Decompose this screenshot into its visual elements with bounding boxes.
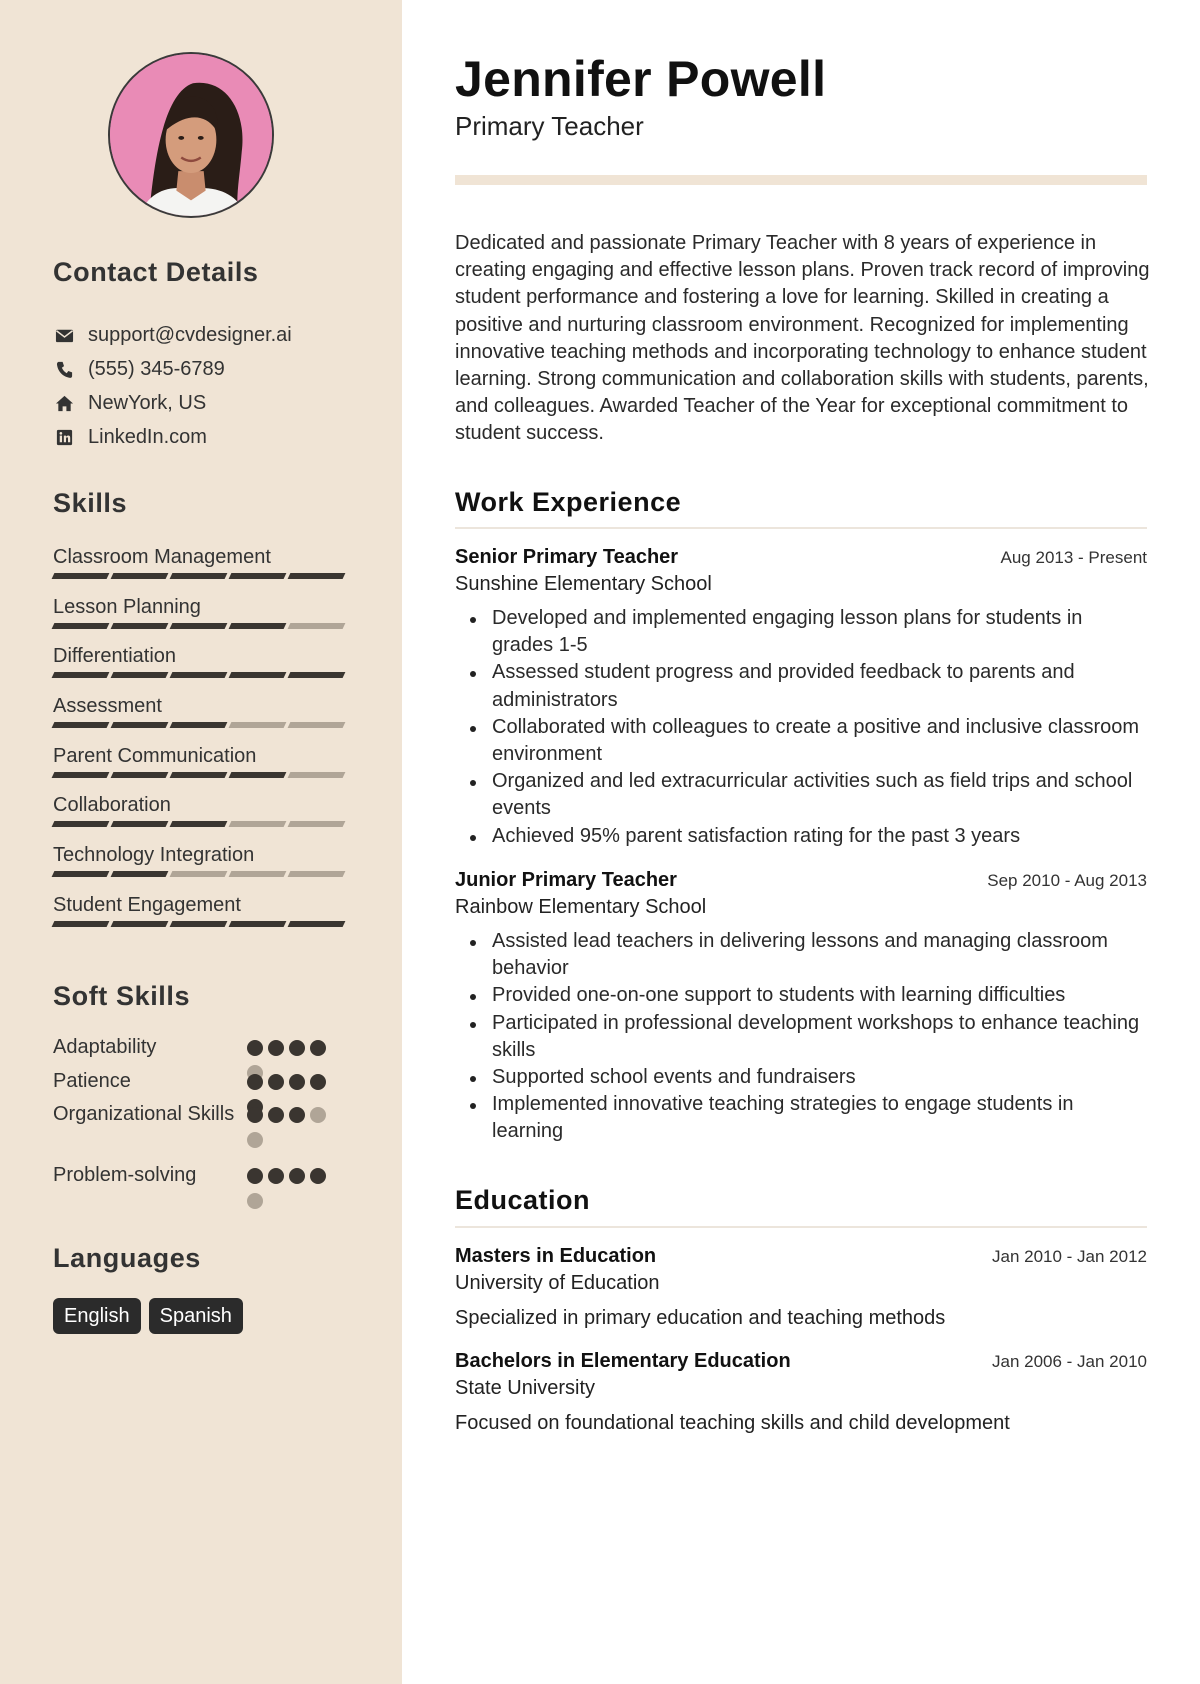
profile-summary: Dedicated and passionate Primary Teacher with 8 years of experience in creating engaging and effective lesson plans. Proven track record of improving student performance and fostering a love for learning. Skilled in creating a positive and nurturing classroom environment. Recognized for implementing innovative teaching methods and incorporating technology to enhance student learning. Strong communication and collaboration skills with students, parents, and colleagues. Awarded Teacher of the Year for exceptional commitment to student success. xyxy=(455,232,1150,445)
job-bullet: Organized and led extracurricular activities such as field trips and school events xyxy=(455,768,1147,822)
skill-level-segment xyxy=(288,772,346,778)
job-bullet: Assessed student progress and provided feedback to parents and administrators xyxy=(455,659,1147,713)
rating-dot xyxy=(247,1132,263,1148)
skill-item xyxy=(53,744,353,794)
job-bullet: Assisted lead teachers in delivering lessons and managing classroom behavior xyxy=(455,928,1147,982)
job-employer: Rainbow Elementary School xyxy=(455,896,707,918)
rating-dot xyxy=(289,1074,305,1090)
soft-skill-item xyxy=(53,1068,353,1101)
rating-dot xyxy=(247,1074,263,1090)
contact-location xyxy=(53,386,373,420)
contact-phone[interactable] xyxy=(53,352,373,386)
profile-photo xyxy=(108,52,274,218)
job-bullets xyxy=(455,605,1147,850)
candidate-role: Primary Teacher xyxy=(455,111,644,141)
skill-level-segment xyxy=(229,821,287,827)
skill-level-bar xyxy=(53,672,353,680)
contact-heading: Contact Details xyxy=(53,257,259,287)
skill-level-segment xyxy=(52,821,110,827)
skill-level-segment xyxy=(288,573,346,579)
skill-level-segment xyxy=(52,623,110,629)
job-date: Sep 2010 - Aug 2013 xyxy=(987,871,1147,890)
job-entry xyxy=(455,546,1147,850)
skill-name: Classroom Management xyxy=(53,546,271,568)
skill-level-bar xyxy=(53,772,353,780)
education-description: Focused on foundational teaching skills and child development xyxy=(455,1412,1010,1434)
skill-level-segment xyxy=(52,871,110,877)
job-bullet: Supported school events and fundraisers xyxy=(455,1064,1147,1091)
skill-level-segment xyxy=(288,722,346,728)
skill-item xyxy=(53,644,353,694)
contact-list xyxy=(53,318,373,454)
skill-level-segment xyxy=(288,921,346,927)
skill-item xyxy=(53,545,353,595)
school-name: State University xyxy=(455,1377,596,1399)
language-chip: English xyxy=(53,1298,141,1334)
job-entry xyxy=(455,869,1147,1146)
contact-phone-text: (555) 345-6789 xyxy=(88,357,225,380)
skill-level-segment xyxy=(229,871,287,877)
section-divider xyxy=(455,527,1147,529)
skill-level-segment xyxy=(170,722,228,728)
skill-level-bar xyxy=(53,722,353,730)
skill-level-segment xyxy=(111,921,169,927)
skill-item xyxy=(53,843,353,893)
skill-level-segment xyxy=(170,821,228,827)
envelope-icon xyxy=(53,325,75,345)
degree-title: Masters in Education xyxy=(455,1245,657,1267)
contact-linkedin[interactable] xyxy=(53,420,373,454)
skill-level-segment xyxy=(170,573,228,579)
skill-level-segment xyxy=(111,573,169,579)
skill-level-segment xyxy=(111,672,169,678)
job-bullet: Achieved 95% parent satisfaction rating for the past 3 years xyxy=(455,823,1147,850)
skill-level-segment xyxy=(52,921,110,927)
skill-name: Lesson Planning xyxy=(53,595,201,618)
skill-item xyxy=(53,694,353,744)
skill-level-bar xyxy=(53,921,353,929)
skill-level-segment xyxy=(111,722,169,728)
skill-level-segment xyxy=(52,672,110,678)
soft-skill-name: Patience xyxy=(53,1070,131,1092)
contact-location-text: NewYork, US xyxy=(88,391,207,414)
skill-name: Assessment xyxy=(53,695,162,718)
soft-skill-item xyxy=(53,1034,353,1068)
header-divider xyxy=(455,175,1147,185)
skill-level-segment xyxy=(229,623,287,629)
skill-name: Student Engagement xyxy=(53,893,241,916)
skill-level-segment xyxy=(111,871,169,877)
skill-name: Parent Communication xyxy=(53,744,257,767)
skills-list xyxy=(53,545,353,943)
job-bullet: Participated in professional development workshops to enhance teaching skills xyxy=(455,1010,1147,1064)
skill-level-segment xyxy=(229,921,287,927)
skill-level-segment xyxy=(111,821,169,827)
skill-level-bar xyxy=(53,573,353,581)
job-title: Senior Primary Teacher xyxy=(455,546,679,568)
skill-level-segment xyxy=(170,672,228,678)
language-chip: Spanish xyxy=(149,1298,243,1334)
rating-dot xyxy=(268,1074,284,1090)
contact-email-text: support@cvdesigner.ai xyxy=(88,323,292,346)
school-name: University of Education xyxy=(455,1272,660,1294)
rating-dot xyxy=(289,1107,305,1123)
education-entry xyxy=(455,1245,1147,1330)
job-bullet: Developed and implemented engaging lesson plans for students in grades 1-5 xyxy=(455,605,1147,659)
soft-skill-rating xyxy=(247,1101,337,1157)
skill-name: Technology Integration xyxy=(53,844,255,867)
job-date: Aug 2013 - Present xyxy=(1000,548,1147,567)
phone-icon xyxy=(53,359,75,379)
skill-item xyxy=(53,893,353,943)
skill-level-bar xyxy=(53,871,353,879)
rating-dot xyxy=(247,1107,263,1123)
languages-list xyxy=(53,1298,251,1334)
skill-level-segment xyxy=(170,623,228,629)
degree-title: Bachelors in Elementary Education xyxy=(455,1350,791,1372)
skill-level-segment xyxy=(111,772,169,778)
home-icon xyxy=(53,393,75,413)
skill-level-segment xyxy=(288,871,346,877)
skill-level-segment xyxy=(170,921,228,927)
skill-level-segment xyxy=(288,672,346,678)
skill-level-bar xyxy=(53,623,353,631)
rating-dot xyxy=(268,1168,284,1184)
job-bullet: Collaborated with colleagues to create a positive and inclusive classroom environment xyxy=(455,714,1147,768)
rating-dot xyxy=(247,1040,263,1056)
contact-email[interactable] xyxy=(53,318,373,352)
rating-dot xyxy=(247,1168,263,1184)
candidate-name: Jennifer Powell xyxy=(455,51,827,107)
sidebar xyxy=(0,0,402,1684)
skill-level-segment xyxy=(229,772,287,778)
soft-skill-item xyxy=(53,1101,353,1162)
rating-dot xyxy=(310,1107,326,1123)
soft-skill-name: Adaptability xyxy=(53,1036,157,1058)
education-date: Jan 2006 - Jan 2010 xyxy=(991,1352,1147,1371)
skills-heading: Skills xyxy=(53,488,128,518)
skill-name: Collaboration xyxy=(53,794,171,817)
skill-level-segment xyxy=(111,623,169,629)
rating-dot xyxy=(268,1107,284,1123)
rating-dot xyxy=(310,1168,326,1184)
soft-skills-list xyxy=(53,1034,353,1202)
skill-level-segment xyxy=(229,672,287,678)
rating-dot xyxy=(268,1040,284,1056)
rating-dot xyxy=(310,1040,326,1056)
rating-dot xyxy=(289,1040,305,1056)
education-description: Specialized in primary education and teaching methods xyxy=(455,1307,946,1329)
languages-heading: Languages xyxy=(53,1243,201,1273)
skill-level-segment xyxy=(229,573,287,579)
job-bullet: Implemented innovative teaching strategies to engage students in learning xyxy=(455,1091,1147,1145)
portrait-image xyxy=(110,54,272,216)
job-bullet: Provided one-on-one support to students with learning difficulties xyxy=(455,982,1147,1009)
work-experience-heading: Work Experience xyxy=(455,487,682,517)
skill-level-segment xyxy=(52,573,110,579)
skill-level-segment xyxy=(170,871,228,877)
linkedin-icon xyxy=(53,427,75,447)
job-title: Junior Primary Teacher xyxy=(455,869,677,891)
education-heading: Education xyxy=(455,1185,591,1215)
soft-skills-heading: Soft Skills xyxy=(53,981,191,1011)
rating-dot xyxy=(289,1168,305,1184)
soft-skill-rating xyxy=(247,1162,337,1218)
education-entry xyxy=(455,1350,1147,1435)
job-employer: Sunshine Elementary School xyxy=(455,573,712,595)
skill-level-segment xyxy=(288,821,346,827)
soft-skill-item xyxy=(53,1162,353,1202)
skill-level-segment xyxy=(52,772,110,778)
soft-skill-name: Problem-solving xyxy=(53,1164,197,1186)
skill-item xyxy=(53,793,353,843)
soft-skill-name: Organizational Skills xyxy=(53,1103,235,1125)
contact-linkedin-text: LinkedIn.com xyxy=(88,425,207,448)
skill-level-bar xyxy=(53,821,353,829)
skill-level-segment xyxy=(170,772,228,778)
skill-level-segment xyxy=(52,722,110,728)
skill-item xyxy=(53,595,353,645)
skill-level-segment xyxy=(229,722,287,728)
rating-dot xyxy=(247,1193,263,1209)
rating-dot xyxy=(310,1074,326,1090)
job-bullets xyxy=(455,928,1147,1146)
section-divider xyxy=(455,1226,1147,1228)
education-date: Jan 2010 - Jan 2012 xyxy=(991,1247,1147,1266)
skill-level-segment xyxy=(288,623,346,629)
skill-name: Differentiation xyxy=(53,645,177,668)
